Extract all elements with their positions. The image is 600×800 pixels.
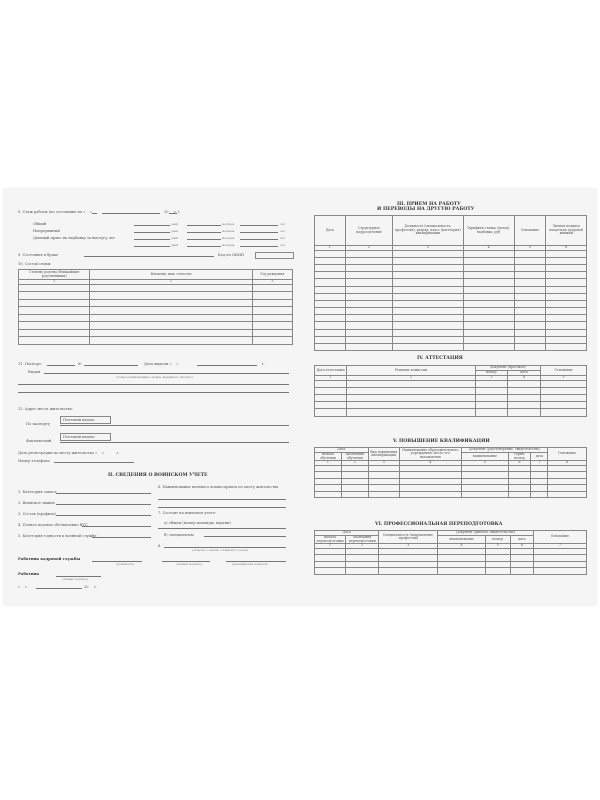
table-col-number: 3 (393, 246, 463, 251)
qualification-table (314, 447, 587, 498)
table-row[interactable] (315, 279, 587, 286)
table-col-number: 6 (508, 461, 531, 466)
table-row[interactable] (19, 329, 293, 337)
table-row[interactable] (315, 293, 587, 300)
table-header: Тарифная ставка (оклад), надбавка, руб (463, 216, 514, 246)
table-row[interactable] (315, 568, 587, 575)
table-row[interactable] (315, 491, 587, 498)
table-header: дата (531, 453, 548, 461)
stazh-unit: лет (280, 229, 285, 233)
table-header: окончания переподготовки (346, 536, 379, 544)
table-row[interactable] (19, 299, 293, 307)
employee-date: « » (18, 585, 27, 589)
stazh-label: Непрерывный (33, 229, 60, 233)
employee-date-year: 20 г. (84, 585, 98, 589)
stazh-unit: дней (171, 229, 179, 233)
table-col-number: 3 (379, 544, 438, 549)
table-header: Фамилия, имя, отчество (90, 270, 252, 280)
table-row[interactable] (19, 337, 293, 345)
table-header: наименование (438, 536, 485, 544)
table-header: Решение комиссии (347, 366, 476, 376)
address-passport-label: По паспорту (26, 422, 50, 426)
table-header: Наименование образовательного учреждения, место его нахождения (399, 448, 461, 461)
form-sheet (4, 189, 596, 605)
table-col-number: 1 (315, 544, 346, 549)
address-actual-label: Фактический (26, 439, 52, 443)
table-col-number: 6 (546, 246, 587, 251)
table-header: Дата (315, 448, 369, 453)
stazh-unit: лет (280, 236, 285, 240)
section-4-title: IV. АТТЕСТАЦИЯ (417, 356, 463, 361)
table-col-number: 4 (508, 376, 541, 381)
section-5-title: V. ПОВЫШЕНИЕ КВАЛИФИКАЦИИ (393, 439, 490, 444)
table-col-number: 3 (252, 280, 292, 285)
passport-date-end: г. (262, 362, 266, 366)
military-field-label: 3. Состав (профиль) (18, 512, 56, 516)
table-row[interactable] (315, 257, 587, 264)
table-col-number: 6 (510, 544, 533, 549)
table-row[interactable] (315, 344, 587, 351)
table-header: Год рождения (252, 270, 292, 280)
section-3-subtitle: И ПЕРЕВОДЫ НА ДРУГУЮ РАБОТУ (377, 207, 475, 212)
military-field-label: 5. Категория годности к военной службе (18, 534, 97, 538)
table-header: Дата аттестации (315, 366, 347, 376)
postal-code-field[interactable]: Почтовый индекс (60, 416, 111, 424)
table-header: Основание (514, 216, 546, 246)
stazh-unit: месяцев (222, 229, 235, 233)
table-row[interactable] (19, 314, 293, 322)
table-col-number: 3 (475, 376, 507, 381)
table-header: серия, номер (508, 453, 531, 461)
table-row[interactable] (315, 264, 587, 271)
address-heading: 12. Адрес места жительства: (18, 407, 74, 411)
table-col-number: 1 (315, 246, 346, 251)
table-row[interactable] (315, 394, 587, 401)
table-header: дата (510, 536, 533, 544)
table-col-number: 2 (345, 246, 393, 251)
table-header: начала обучения (315, 453, 342, 461)
stazh-label: Дающий право на надбавку за выслугу лет (33, 236, 115, 240)
table-header: Личная подпись владельца трудовой книжки (546, 216, 587, 246)
military-field-label: 1. Категория запаса (18, 490, 57, 494)
table-col-number: 1 (315, 461, 342, 466)
military-field-label: 6. Наименование военного комиссариата по месту жительства (158, 485, 279, 489)
hr-signature-label: Работник кадровой службы (18, 556, 81, 561)
table-header: дата (508, 371, 541, 376)
employment-table (314, 215, 587, 351)
table-col-number: 5 (485, 544, 510, 549)
attestation-table (314, 365, 587, 417)
table-row[interactable] (315, 250, 587, 257)
table-header: Вид повышения квалификации (368, 448, 399, 461)
stazh-unit: дней (171, 222, 179, 226)
stazh-unit: лет (280, 243, 285, 247)
table-col-number: 4 (399, 461, 461, 466)
stazh-heading: 9. Стаж работы (по состоянию на « » (18, 210, 93, 214)
table-col-number: 2 (341, 461, 368, 466)
okin-label: Код по ОКИН (218, 253, 244, 257)
table-header: Документ (протокол) (475, 366, 540, 371)
table-col-number: 7 (533, 544, 586, 549)
table-col-number: 7 (531, 461, 548, 466)
phone-label: Номер телефона (18, 459, 50, 463)
passport-number-label: № (78, 362, 82, 366)
table-col-number: 3 (368, 461, 399, 466)
table-row[interactable] (315, 308, 587, 315)
passport-issued-label: Выдан (28, 370, 41, 374)
table-row[interactable] (19, 307, 293, 315)
passport-row: 11. Паспорт: (18, 362, 43, 366)
table-row[interactable] (315, 409, 587, 416)
table-row[interactable] (19, 322, 293, 330)
family-table (18, 269, 293, 345)
military-hint: (отметка о снятии с воинского учета) (192, 548, 248, 552)
stazh-unit: лет (280, 222, 285, 226)
table-col-number: 5 (541, 376, 587, 381)
table-header: Документ (диплом, свидетельство) (438, 531, 533, 536)
table-col-number: 1 (315, 376, 347, 381)
stazh-label: Общий (33, 222, 47, 226)
family-heading: 10. Состав семьи: (18, 262, 52, 266)
signature-hint: (личная подпись) (176, 562, 202, 566)
table-header: Степень родства (ближайшие родственники) (19, 270, 90, 280)
table-row[interactable] (315, 286, 587, 293)
table-header: Основание (541, 366, 587, 376)
table-row[interactable] (315, 380, 587, 387)
table-row[interactable] (315, 315, 587, 322)
postal-code-field[interactable]: Почтовый индекс (60, 433, 111, 441)
table-header: начала переподготовки (316, 535, 344, 543)
military-field-label: 7. Состоит на воинском учете: (158, 511, 217, 515)
military-field-label: 2. Воинское звание (18, 501, 55, 505)
table-header: Дата (315, 216, 346, 246)
table-col-number: 4 (438, 544, 485, 549)
table-header: Основание (533, 531, 586, 544)
table-header: Дата (315, 531, 379, 536)
stazh-unit: дней (171, 243, 179, 247)
table-row[interactable] (315, 272, 587, 279)
table-header: Документ (удостоверение, свидетельство) (462, 448, 548, 453)
signature-hint: (личная подпись) (62, 577, 88, 581)
table-header: Должность (специальность, профессия), разряд, класс (категория) квалификации (393, 216, 463, 246)
table-col-number: 1 (19, 280, 90, 285)
military-field-label: б) специальном (164, 533, 194, 537)
table-row[interactable] (315, 336, 587, 343)
table-row[interactable] (315, 300, 587, 307)
military-section-title: II. СВЕДЕНИЯ О ВОИНСКОМ УЧЕТЕ (108, 473, 208, 478)
table-row[interactable] (315, 387, 587, 394)
military-field-label: 4. Полное кодовое обозначение ВУС (18, 523, 88, 527)
table-row[interactable] (315, 402, 587, 409)
table-col-number: 4 (463, 246, 514, 251)
table-col-number: 2 (346, 544, 379, 549)
table-header: Структурное подразделение (345, 216, 393, 246)
stazh-unit: месяцев (222, 236, 235, 240)
table-col-number: 5 (462, 461, 509, 466)
retraining-table (314, 530, 587, 575)
table-header: окончания обучения (341, 453, 368, 461)
table-col-number: 2 (90, 280, 252, 285)
section-6-title: VI. ПРОФЕССИОНАЛЬНАЯ ПЕРЕПОДГОТОВКА (375, 522, 503, 527)
military-field-label: а) общем (номер команды, партии) (164, 521, 231, 525)
table-row[interactable] (315, 329, 587, 336)
marital-status-label: 9. Состояние в браке (18, 253, 59, 257)
stazh-unit: дней (171, 236, 179, 240)
table-col-number: 5 (514, 246, 546, 251)
table-row[interactable] (19, 292, 293, 300)
table-col-number: 2 (347, 376, 476, 381)
section-3-title: III. ПРИЕМ НА РАБОТУ (397, 202, 461, 207)
table-header: Основание (548, 448, 587, 461)
passport-issued-hint: (полное наименование органа, выдавшего паспорт) (116, 375, 193, 379)
table-header: номер (475, 371, 507, 376)
signature-hint: (должность) (116, 562, 135, 566)
table-header: наименование (462, 453, 509, 461)
stazh-unit: месяцев (222, 222, 235, 226)
registration-date: Дата регистрации по месту жительства « » г. (18, 451, 120, 455)
table-row[interactable] (315, 322, 587, 329)
stazh-unit: месяцев (222, 243, 235, 247)
employee-signature-label: Работник (18, 571, 40, 576)
table-header: номер (485, 536, 510, 544)
table-col-number: 8 (548, 461, 587, 466)
table-row[interactable] (19, 284, 293, 292)
signature-hint: (расшифровка подписи) (232, 562, 268, 566)
passport-date: Дата выдачи « » (144, 362, 179, 366)
military-field-label: 8. (158, 544, 162, 548)
stazh-year: 20 г.): (164, 210, 180, 214)
table-header: Специальность (направление, профессия) (379, 531, 438, 544)
okin-field[interactable] (255, 252, 294, 259)
